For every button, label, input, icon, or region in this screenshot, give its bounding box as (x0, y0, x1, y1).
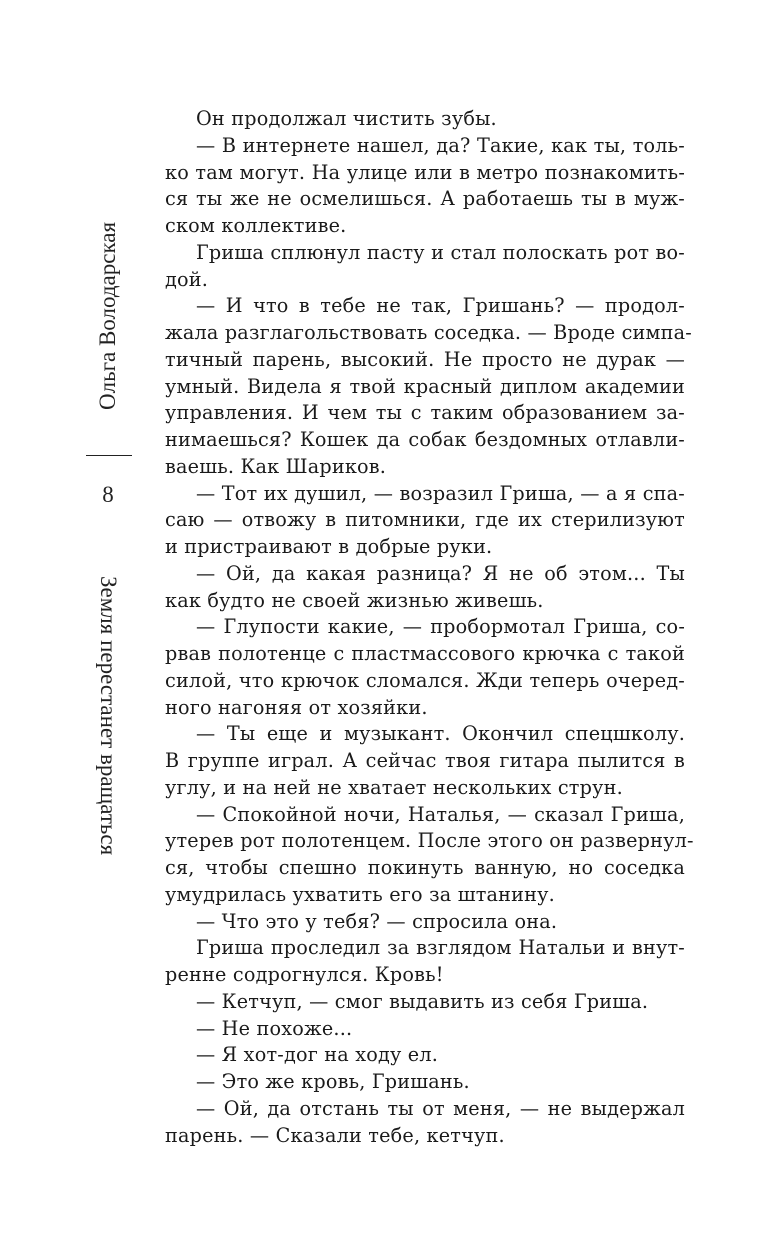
text-line: силой, что крючок сломался. Жди теперь очеред- (165, 668, 685, 692)
text-line: саю — отвожу в питомники, где их стерилизуют (165, 508, 685, 532)
text-line: — Тот их душил, — возразил Гриша, — а я спа- (196, 481, 685, 505)
text-line: — Что это у тебя? — спросила она. (196, 909, 558, 933)
text-line: — Не похоже... (196, 1016, 353, 1040)
text-line: — Глупости какие, — пробормотал Гриша, со- (196, 615, 685, 639)
running-head-author: Ольга Володарская (95, 221, 120, 411)
running-head-divider (86, 455, 132, 456)
text-line: Гриша сплюнул пасту и стал полоскать рот во- (196, 240, 685, 264)
text-line: рвав полотенце с пластмассового крючка с такой (165, 642, 685, 665)
text-line: — Я хот-дог на ходу ел. (196, 1043, 439, 1067)
text-line: дой. (165, 267, 209, 291)
text-line: парень. — Сказали тебе, кетчуп. (165, 1123, 505, 1147)
text-line: В группе играл. А сейчас твоя гитара пылится в (165, 749, 685, 772)
text-line: ся, чтобы спешно покинуть ванную, но соседка (165, 856, 685, 879)
text-line: ваешь. Как Шариков. (165, 454, 387, 478)
text-line: ском коллективе. (165, 214, 347, 237)
text-line: — В интернете нашел, да? Такие, как ты, толь- (196, 133, 685, 157)
text-line: тичный парень, высокий. Не просто не дурак — (165, 347, 685, 371)
text-line: жала разглагольствовать соседка. — Вроде симпа- (165, 321, 692, 344)
text-line: умный. Видела я твой красный диплом академии (165, 374, 685, 398)
text-line: как будто не своей жизнью живешь. (165, 588, 544, 612)
text-line: Гриша проследил за взглядом Натальи и внут- (196, 936, 685, 960)
text-line: — Ой, да отстань ты от меня, — не выдержал (196, 1096, 685, 1120)
text-line: и пристраивают в добрые руки. (165, 535, 493, 558)
text-line: управления. И чем ты с таким образованием за- (165, 401, 685, 425)
text-line: нимаешься? Кошек да собак бездомных отлавли- (165, 428, 685, 451)
text-line: — Спокойной ночи, Наталья, — сказал Гриша, (196, 802, 685, 826)
text-line: — Это же кровь, Гришань. (196, 1070, 470, 1093)
text-line: — Ты еще и музыкант. Окончил спецшколу. (196, 722, 685, 746)
text-line: — И что в тебе не так, Гришань? — продол- (196, 294, 685, 318)
text-line: ся ты же не осмелишься. А работаешь ты в муж- (165, 187, 685, 211)
text-line: ко там могут. На улице или в метро познакомить- (165, 160, 685, 184)
text-line: — Кетчуп, — смог выдавить из себя Гриша. (196, 989, 649, 1013)
text-line: ренне содрогнулся. Кровь! (165, 963, 444, 986)
body-text (165, 106, 694, 1149)
text-line: углу, и на ней не хватает нескольких струн. (165, 775, 623, 799)
text-line: умудрилась ухватить его за штанину. (165, 882, 555, 906)
text-line: ного нагоняя от хозяйки. (165, 695, 428, 719)
page-number: 8 (102, 482, 114, 507)
running-head-book-title: Земля перестанет вращаться (96, 576, 121, 856)
text-line: утерев рот полотенцем. После этого он развернул- (165, 829, 694, 853)
text-line: Он продолжал чистить зубы. (196, 107, 497, 130)
text-line: — Ой, да какая разница? Я не об этом... Ты (196, 561, 685, 585)
